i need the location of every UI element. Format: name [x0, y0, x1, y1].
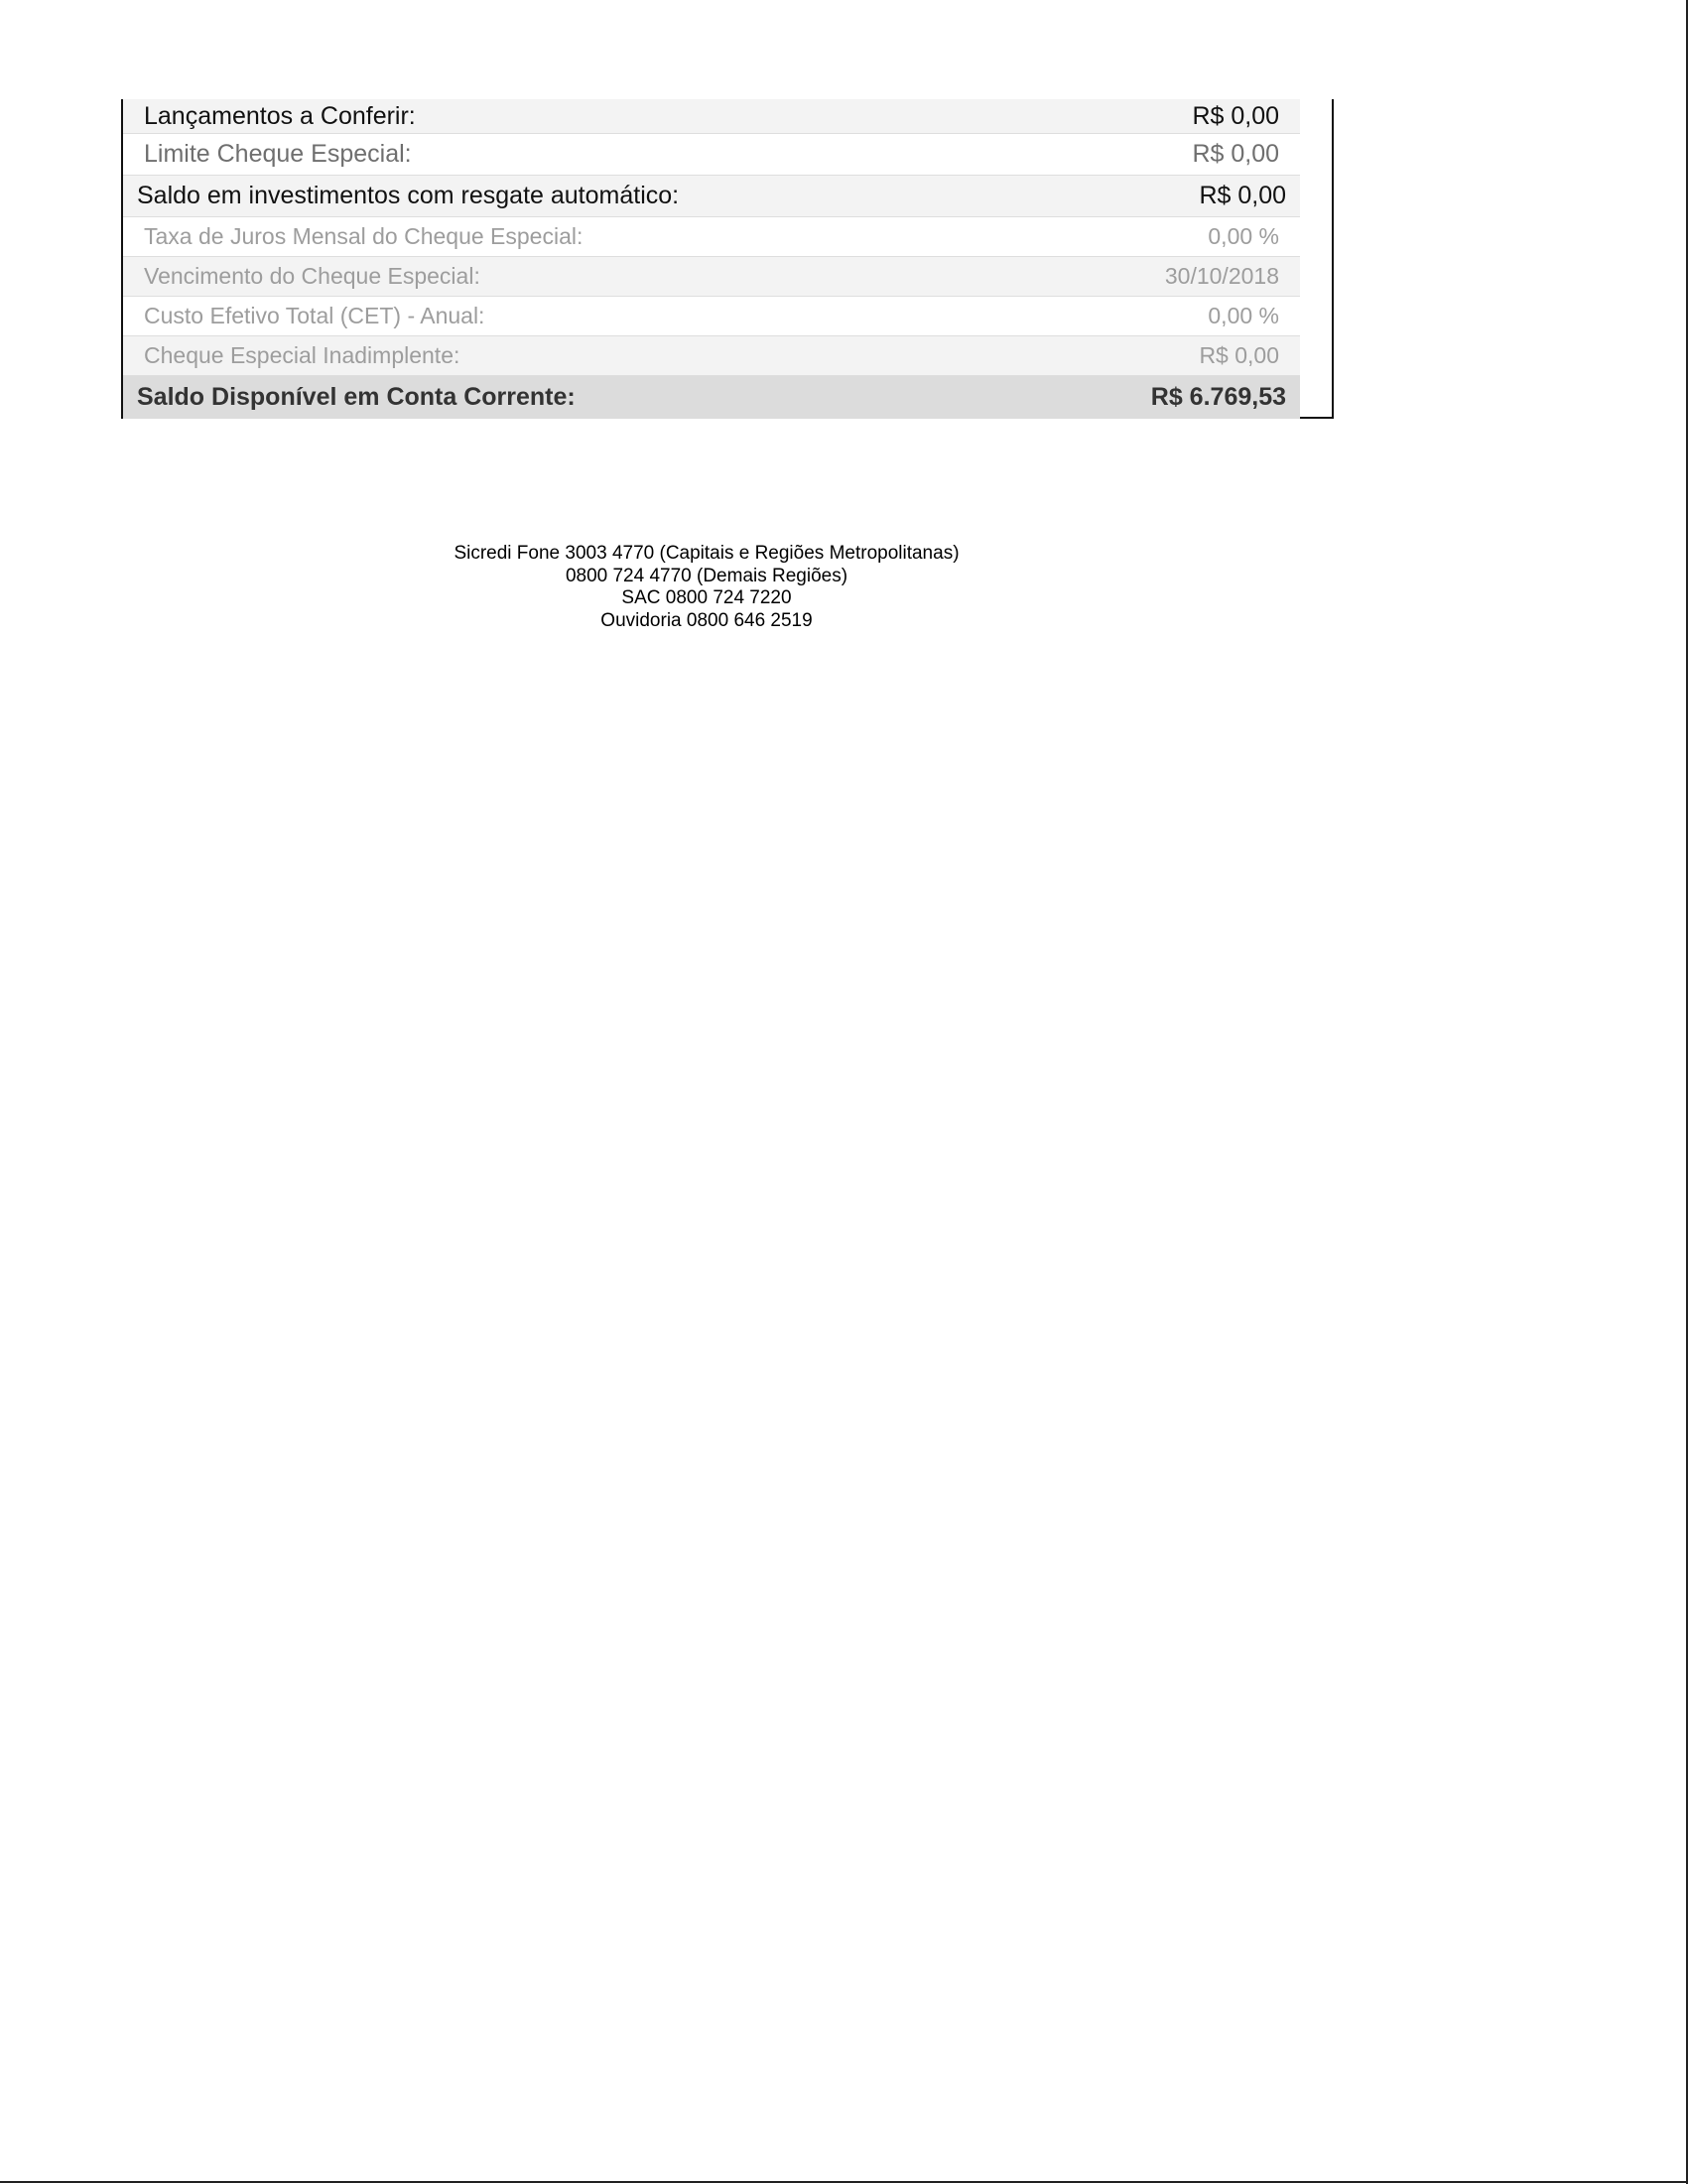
footer-line-ouvidoria: Ouvidoria 0800 646 2519 — [600, 609, 813, 631]
page-border-bottom — [0, 2181, 1688, 2183]
account-summary-table — [121, 99, 1334, 419]
row-value: R$ 0,00 — [1192, 140, 1279, 168]
row-value: 0,00 % — [1208, 303, 1279, 328]
row-limite-cheque-especial — [123, 134, 1300, 176]
row-label: Limite Cheque Especial: — [144, 140, 412, 168]
row-value: 30/10/2018 — [1164, 263, 1279, 289]
row-saldo-investimentos — [123, 176, 1300, 217]
contact-footer — [310, 543, 1104, 632]
row-label: Cheque Especial Inadimplente: — [144, 342, 460, 368]
row-saldo-disponivel — [123, 376, 1300, 419]
summary-rows — [123, 99, 1300, 419]
footer-line-sac: SAC 0800 724 7220 — [621, 587, 792, 608]
row-vencimento-cheque-especial — [123, 257, 1300, 297]
footer-line-other-regions: 0800 724 4770 (Demais Regiões) — [565, 565, 848, 586]
row-label: Taxa de Juros Mensal do Cheque Especial: — [144, 223, 584, 249]
row-cheque-especial-inadimplente — [123, 336, 1300, 376]
row-label: Vencimento do Cheque Especial: — [144, 263, 480, 289]
row-label: Saldo Disponível em Conta Corrente: — [137, 383, 576, 411]
row-value: R$ 0,00 — [1192, 101, 1279, 130]
row-value: 0,00 % — [1208, 223, 1279, 249]
row-label: Saldo em investimentos com resgate automático: — [137, 182, 680, 209]
footer-line-phone: Sicredi Fone 3003 4770 (Capitais e Regiões Metropolitanas) — [454, 543, 960, 564]
row-custo-efetivo-total — [123, 297, 1300, 336]
row-label: Lançamentos a Conferir: — [144, 101, 416, 130]
row-value: R$ 6.769,53 — [1150, 383, 1286, 411]
row-value: R$ 0,00 — [1199, 342, 1279, 368]
row-taxa-juros-mensal — [123, 217, 1300, 257]
row-lancamentos-a-conferir — [123, 99, 1300, 134]
row-value: R$ 0,00 — [1199, 182, 1286, 209]
row-label: Custo Efetivo Total (CET) - Anual: — [144, 303, 485, 328]
